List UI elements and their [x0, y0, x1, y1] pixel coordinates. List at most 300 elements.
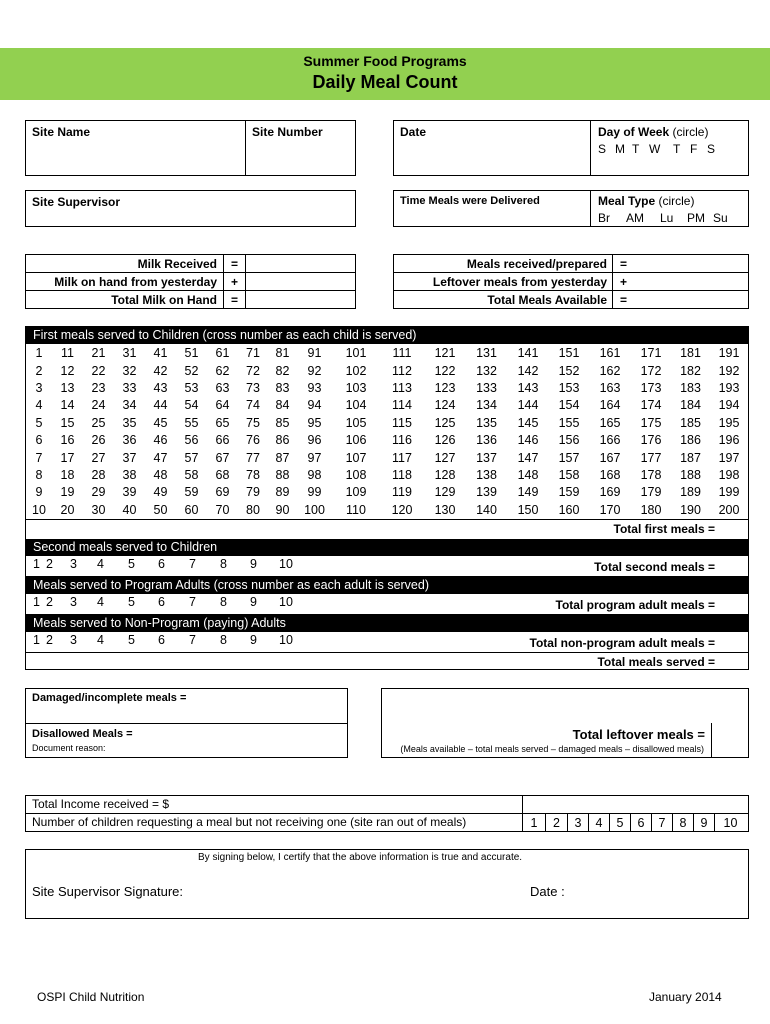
meal-number[interactable]: 42 — [153, 363, 168, 378]
meal-type-option[interactable]: Lu — [660, 211, 674, 225]
milk-op: + — [231, 275, 239, 289]
meal-number[interactable]: 14 — [60, 398, 75, 413]
meal-number[interactable]: 157 — [558, 450, 580, 465]
meal-number[interactable]: 7 — [35, 450, 43, 465]
second-meal-number[interactable]: 7 — [189, 557, 196, 571]
meal-number[interactable]: 142 — [517, 363, 539, 378]
second-meal-number[interactable]: 1 — [33, 557, 40, 571]
meal-number[interactable]: 55 — [184, 415, 199, 430]
meal-number[interactable]: 131 — [476, 346, 497, 361]
meal-number[interactable]: 152 — [558, 363, 580, 378]
meal-number[interactable]: 169 — [599, 485, 621, 500]
first-meals-row — [26, 345, 748, 362]
meal-number[interactable]: 35 — [122, 415, 137, 430]
meal-number[interactable]: 36 — [122, 433, 137, 448]
meal-number[interactable]: 134 — [476, 398, 497, 413]
meal-number[interactable]: 149 — [517, 485, 539, 500]
meal-number[interactable]: 158 — [558, 467, 580, 482]
meal-number[interactable]: 139 — [476, 485, 497, 500]
meal-number[interactable]: 39 — [122, 485, 137, 500]
meal-number[interactable]: 141 — [517, 346, 539, 361]
milk-on-hand-label: Milk on hand from yesterday — [54, 275, 217, 289]
children-requesting-number[interactable]: 9 — [694, 814, 715, 832]
meal-number[interactable]: 186 — [680, 433, 701, 448]
meal-number[interactable]: 146 — [517, 433, 539, 448]
meal-number[interactable]: 98 — [307, 467, 322, 482]
meal-type-option[interactable]: AM — [626, 211, 644, 225]
document-reason-label: Document reason: — [32, 743, 106, 753]
meal-number[interactable]: 82 — [275, 363, 290, 378]
date-field[interactable] — [394, 140, 589, 175]
meal-number[interactable]: 110 — [346, 502, 366, 517]
meal-number[interactable]: 31 — [122, 346, 137, 361]
program-adult-number[interactable]: 5 — [128, 595, 135, 609]
nonprogram-adult-number[interactable]: 7 — [189, 633, 196, 647]
nonprogram-adult-number[interactable]: 8 — [220, 633, 227, 647]
meal-number[interactable]: 138 — [476, 467, 497, 482]
leftover-formula: (Meals available – total meals served – damaged meals – disallowed meals) — [400, 744, 704, 754]
children-requesting-number[interactable]: 4 — [589, 814, 610, 832]
children-requesting-label: Number of children requesting a meal but not receiving one (site ran out of meals) — [32, 815, 467, 829]
meal-number[interactable]: 46 — [153, 433, 168, 448]
site-name-label: Site Name — [32, 125, 91, 139]
meal-number[interactable]: 45 — [153, 415, 168, 430]
meal-number[interactable]: 48 — [153, 467, 168, 482]
meal-number[interactable]: 69 — [215, 485, 230, 500]
site-name-field[interactable] — [26, 140, 244, 175]
signature-label: Site Supervisor Signature: — [32, 884, 184, 899]
children-requesting-number[interactable]: 8 — [673, 814, 694, 832]
meal-number[interactable]: 111 — [392, 346, 412, 361]
meal-number[interactable]: 163 — [599, 380, 621, 395]
second-meal-number[interactable]: 9 — [250, 557, 257, 571]
meal-number[interactable]: 100 — [304, 502, 325, 517]
meal-number[interactable]: 79 — [246, 485, 260, 500]
day-option[interactable]: M — [615, 142, 625, 156]
meal-number[interactable]: 101 — [345, 346, 367, 361]
total-program-adult-meals-label: Total program adult meals = — [555, 598, 715, 612]
meal-number[interactable]: 61 — [215, 346, 230, 361]
meal-number[interactable]: 200 — [718, 502, 740, 517]
meal-number[interactable]: 103 — [345, 380, 367, 395]
first-meals-row — [26, 449, 748, 466]
meal-number[interactable]: 33 — [122, 380, 137, 395]
meal-number[interactable]: 114 — [392, 398, 412, 413]
meal-number[interactable]: 161 — [599, 346, 621, 361]
meal-number[interactable]: 122 — [434, 363, 456, 378]
meal-number[interactable]: 193 — [718, 380, 740, 395]
meal-number[interactable]: 34 — [122, 398, 137, 413]
total-meals-available-field[interactable] — [632, 291, 748, 308]
meal-number[interactable]: 195 — [718, 415, 740, 430]
meal-number[interactable]: 184 — [680, 398, 701, 413]
meal-number[interactable]: 180 — [640, 502, 662, 517]
meal-number[interactable]: 77 — [246, 450, 260, 465]
footer-left: OSPI Child Nutrition — [37, 990, 145, 1004]
meal-number[interactable]: 140 — [476, 502, 497, 517]
meal-number[interactable]: 125 — [434, 415, 456, 430]
meal-number[interactable]: 148 — [517, 467, 539, 482]
nonprogram-adult-number[interactable]: 5 — [128, 633, 135, 647]
meal-number[interactable]: 2 — [35, 363, 43, 378]
meal-number[interactable]: 3 — [35, 380, 43, 395]
meal-number[interactable]: 160 — [558, 502, 580, 517]
meal-number[interactable]: 32 — [122, 363, 137, 378]
meal-number[interactable]: 60 — [184, 502, 199, 517]
meal-number[interactable]: 153 — [558, 380, 580, 395]
meal-number[interactable]: 84 — [275, 398, 290, 413]
meal-number[interactable]: 143 — [517, 380, 539, 395]
total-income-label: Total Income received = $ — [32, 797, 170, 811]
meal-number[interactable]: 22 — [91, 363, 106, 378]
meal-number[interactable]: 129 — [434, 485, 456, 500]
total-meals-available-label: Total Meals Available — [487, 293, 607, 307]
first-meals-row — [26, 467, 748, 484]
meal-number[interactable]: 5 — [35, 415, 43, 430]
meal-number[interactable]: 62 — [215, 363, 230, 378]
nonprogram-adult-number[interactable]: 1 — [33, 633, 40, 647]
meal-number[interactable]: 130 — [434, 502, 456, 517]
meal-number[interactable]: 106 — [345, 433, 367, 448]
meal-number[interactable]: 156 — [558, 433, 580, 448]
meal-number[interactable]: 182 — [680, 363, 701, 378]
children-requesting-number[interactable]: 5 — [610, 814, 631, 832]
milk-received-field[interactable] — [246, 255, 355, 272]
meal-number[interactable]: 181 — [680, 346, 701, 361]
meal-number[interactable]: 57 — [184, 450, 199, 465]
meal-number[interactable]: 15 — [60, 415, 75, 430]
meal-type-option[interactable]: Su — [713, 211, 728, 225]
meal-type-option[interactable]: PM — [687, 211, 705, 225]
footer-right: January 2014 — [649, 990, 722, 1004]
meal-number[interactable]: 65 — [215, 415, 230, 430]
program-adult-number[interactable]: 10 — [279, 595, 293, 609]
meal-number[interactable]: 170 — [599, 502, 621, 517]
children-requesting-number[interactable]: 1 — [523, 814, 546, 832]
meal-number[interactable]: 174 — [640, 398, 662, 413]
meal-number[interactable]: 132 — [476, 363, 497, 378]
meal-number[interactable]: 67 — [215, 450, 230, 465]
meal-number[interactable]: 21 — [91, 346, 106, 361]
meal-number[interactable]: 185 — [680, 415, 701, 430]
total-meals-served-label: Total meals served = — [597, 655, 715, 669]
meals-op: = — [620, 293, 628, 307]
day-option[interactable]: S — [598, 142, 607, 156]
meal-number[interactable]: 107 — [345, 450, 367, 465]
children-requesting-number[interactable]: 3 — [568, 814, 589, 832]
meal-number[interactable]: 11 — [61, 346, 74, 361]
meal-number[interactable]: 116 — [392, 433, 412, 448]
children-requesting-number[interactable]: 10 — [723, 816, 738, 830]
meal-number[interactable]: 89 — [275, 485, 290, 500]
meal-type-option[interactable]: Br — [598, 211, 610, 225]
meal-number[interactable]: 52 — [184, 363, 199, 378]
meal-number[interactable]: 108 — [345, 467, 367, 482]
day-option[interactable]: S — [707, 142, 716, 156]
program-adult-number[interactable]: 7 — [189, 595, 196, 609]
meal-number[interactable]: 51 — [184, 346, 199, 361]
day-option[interactable]: F — [690, 142, 698, 156]
meal-number[interactable]: 76 — [246, 433, 260, 448]
meal-number[interactable]: 9 — [35, 485, 43, 500]
meal-number[interactable]: 191 — [718, 346, 740, 361]
meal-number[interactable]: 30 — [91, 502, 106, 517]
nonprogram-adults-heading: Meals served to Non-Program (paying) Adults — [26, 615, 748, 632]
meal-number[interactable]: 188 — [680, 467, 701, 482]
meal-number[interactable]: 150 — [517, 502, 539, 517]
nonprogram-adult-number[interactable]: 6 — [158, 633, 165, 647]
meals-received-field[interactable] — [632, 255, 748, 272]
meal-number[interactable]: 27 — [91, 450, 106, 465]
meal-number[interactable]: 137 — [476, 450, 497, 465]
meal-number[interactable]: 135 — [476, 415, 497, 430]
meal-number[interactable]: 16 — [60, 433, 75, 448]
nonprogram-adults-numbers — [26, 633, 326, 647]
meal-number[interactable]: 144 — [517, 398, 539, 413]
meal-number[interactable]: 90 — [275, 502, 290, 517]
meal-number[interactable]: 26 — [91, 433, 106, 448]
meal-number[interactable]: 58 — [184, 467, 199, 482]
meal-number[interactable]: 99 — [307, 485, 322, 500]
meal-number[interactable]: 70 — [215, 502, 230, 517]
meal-number[interactable]: 40 — [122, 502, 137, 517]
meal-number[interactable]: 126 — [434, 433, 456, 448]
meal-number[interactable]: 159 — [558, 485, 580, 500]
meal-number[interactable]: 81 — [275, 346, 290, 361]
meal-number[interactable]: 128 — [434, 467, 456, 482]
meal-number[interactable]: 172 — [640, 363, 662, 378]
children-requesting-number[interactable]: 2 — [546, 814, 568, 832]
meal-number[interactable]: 1 — [35, 346, 43, 361]
meal-number[interactable]: 133 — [476, 380, 497, 395]
meal-number[interactable]: 199 — [718, 485, 740, 500]
signature-date-field[interactable] — [575, 878, 735, 908]
meal-number[interactable]: 115 — [392, 415, 412, 430]
meal-number[interactable]: 177 — [640, 450, 662, 465]
program-adult-number[interactable]: 2 — [46, 595, 53, 609]
first-meals-row — [26, 415, 748, 432]
total-first-meals-label: Total first meals = — [613, 522, 715, 536]
second-meal-number[interactable]: 4 — [97, 557, 104, 571]
meal-number[interactable]: 136 — [476, 433, 497, 448]
day-option[interactable]: T — [673, 142, 681, 156]
meal-number[interactable]: 104 — [345, 398, 367, 413]
meal-number[interactable]: 54 — [184, 398, 199, 413]
milk-op: = — [231, 293, 239, 307]
meal-number[interactable]: 4 — [35, 398, 43, 413]
program-adult-number[interactable]: 3 — [70, 595, 77, 609]
meal-number[interactable]: 25 — [91, 415, 106, 430]
total-milk-field[interactable] — [246, 291, 355, 308]
meal-number[interactable]: 71 — [246, 346, 260, 361]
meal-number[interactable]: 192 — [718, 363, 740, 378]
nonprogram-adult-number[interactable]: 10 — [279, 633, 293, 647]
meal-number[interactable]: 121 — [434, 346, 456, 361]
meal-number[interactable]: 80 — [246, 502, 260, 517]
day-option[interactable]: W — [649, 142, 661, 156]
certify-statement: By signing below, I certify that the above information is true and accurate. — [198, 852, 523, 863]
meal-number[interactable]: 49 — [153, 485, 168, 500]
meal-number[interactable]: 171 — [640, 346, 662, 361]
meal-number[interactable]: 20 — [60, 502, 75, 517]
children-requesting-number[interactable]: 6 — [631, 814, 652, 832]
first-meals-heading: First meals served to Children (cross number as each child is served) — [26, 327, 748, 344]
meal-number[interactable]: 183 — [680, 380, 701, 395]
meal-number[interactable]: 145 — [517, 415, 539, 430]
meal-number[interactable]: 17 — [60, 450, 75, 465]
meal-number[interactable]: 117 — [392, 450, 412, 465]
meal-number[interactable]: 167 — [599, 450, 621, 465]
meal-number[interactable]: 43 — [153, 380, 168, 395]
disallowed-meals-label: Disallowed Meals = — [32, 728, 133, 740]
meal-number[interactable]: 120 — [391, 502, 413, 517]
meal-number[interactable]: 154 — [558, 398, 580, 413]
nonprogram-adult-number[interactable]: 2 — [46, 633, 53, 647]
program-adult-number[interactable]: 4 — [97, 595, 104, 609]
meal-number[interactable]: 74 — [246, 398, 260, 413]
meal-number[interactable]: 68 — [215, 467, 230, 482]
meal-number[interactable]: 37 — [122, 450, 137, 465]
meal-number[interactable]: 168 — [599, 467, 621, 482]
meal-number[interactable]: 44 — [153, 398, 168, 413]
program-adult-number[interactable]: 1 — [33, 595, 40, 609]
meal-number[interactable]: 196 — [718, 433, 740, 448]
meal-number[interactable]: 29 — [91, 485, 106, 500]
meal-number[interactable]: 41 — [153, 346, 168, 361]
meal-number[interactable]: 10 — [32, 502, 46, 517]
second-meal-number[interactable]: 8 — [220, 557, 227, 571]
meal-number[interactable]: 164 — [599, 398, 621, 413]
meal-number[interactable]: 78 — [246, 467, 260, 482]
meal-number[interactable]: 119 — [392, 485, 412, 500]
meal-number[interactable]: 97 — [307, 450, 322, 465]
meal-number[interactable]: 53 — [184, 380, 199, 395]
meal-number[interactable]: 178 — [640, 467, 662, 482]
meal-number[interactable]: 109 — [345, 485, 367, 500]
meal-number[interactable]: 88 — [275, 467, 290, 482]
meal-number[interactable]: 113 — [392, 380, 412, 395]
meal-number[interactable]: 56 — [184, 433, 199, 448]
nonprogram-adult-number[interactable]: 9 — [250, 633, 257, 647]
time-delivered-field[interactable] — [394, 210, 589, 226]
second-meal-number[interactable]: 5 — [128, 557, 135, 571]
meal-number[interactable]: 24 — [91, 398, 106, 413]
first-meals-row — [26, 502, 748, 519]
meal-number[interactable]: 83 — [275, 380, 290, 395]
meal-number[interactable]: 64 — [215, 398, 230, 413]
second-meal-number[interactable]: 2 — [46, 557, 53, 571]
meal-number[interactable]: 189 — [680, 485, 701, 500]
meal-number[interactable]: 72 — [246, 363, 260, 378]
second-meal-number[interactable]: 3 — [70, 557, 77, 571]
meal-number[interactable]: 63 — [215, 380, 230, 395]
meal-number[interactable]: 85 — [275, 415, 290, 430]
day-of-week-label: Day of Week — [598, 125, 670, 139]
program-title: Summer Food Programs — [303, 53, 467, 69]
meal-number[interactable]: 162 — [599, 363, 621, 378]
nonprogram-adult-number[interactable]: 3 — [70, 633, 77, 647]
meal-number[interactable]: 166 — [599, 433, 621, 448]
meal-number[interactable]: 151 — [558, 346, 580, 361]
meal-number[interactable]: 187 — [680, 450, 701, 465]
meal-number[interactable]: 155 — [558, 415, 580, 430]
leftover-meals-field[interactable] — [632, 273, 748, 290]
page-title: Daily Meal Count — [312, 72, 458, 92]
meal-number[interactable]: 179 — [640, 485, 662, 500]
meal-number[interactable]: 194 — [718, 398, 740, 413]
meal-number[interactable]: 96 — [307, 433, 322, 448]
meal-number[interactable]: 59 — [184, 485, 199, 500]
meal-number[interactable]: 12 — [60, 363, 75, 378]
meal-number[interactable]: 95 — [307, 415, 322, 430]
meals-op: = — [620, 257, 628, 271]
first-meals-row — [26, 362, 748, 379]
program-adult-number[interactable]: 8 — [220, 595, 227, 609]
meal-number[interactable]: 93 — [307, 380, 322, 395]
date-label: Date — [400, 125, 427, 139]
milk-on-hand-field[interactable] — [246, 273, 355, 290]
meal-number[interactable]: 175 — [640, 415, 662, 430]
day-option[interactable]: T — [632, 142, 640, 156]
meal-number[interactable]: 23 — [91, 380, 106, 395]
meal-number[interactable]: 102 — [345, 363, 367, 378]
meal-number[interactable]: 38 — [122, 467, 137, 482]
second-meal-number[interactable]: 10 — [279, 557, 293, 571]
meal-number[interactable]: 92 — [307, 363, 322, 378]
signature-field[interactable] — [200, 878, 500, 908]
nonprogram-adult-number[interactable]: 4 — [97, 633, 104, 647]
meal-number[interactable]: 66 — [215, 433, 230, 448]
meal-number[interactable]: 28 — [91, 467, 106, 482]
meal-number[interactable]: 8 — [35, 467, 43, 482]
meal-number[interactable]: 198 — [718, 467, 740, 482]
second-meals-numbers — [26, 557, 326, 571]
meal-number[interactable]: 190 — [680, 502, 701, 517]
meal-number[interactable]: 86 — [275, 433, 290, 448]
meal-number[interactable]: 127 — [434, 450, 456, 465]
second-meal-number[interactable]: 6 — [158, 557, 165, 571]
meal-number[interactable]: 18 — [60, 467, 75, 482]
children-requesting-number[interactable]: 7 — [652, 814, 673, 832]
meal-number[interactable]: 73 — [246, 380, 260, 395]
meal-number[interactable]: 87 — [275, 450, 290, 465]
meal-number[interactable]: 105 — [345, 415, 367, 430]
meal-number[interactable]: 124 — [434, 398, 456, 413]
program-adult-number[interactable]: 9 — [250, 595, 257, 609]
program-adult-number[interactable]: 6 — [158, 595, 165, 609]
first-meals-grid — [26, 345, 748, 519]
site-number-field[interactable] — [246, 140, 354, 175]
first-meals-row — [26, 380, 748, 397]
meal-number[interactable]: 123 — [434, 380, 456, 395]
meal-number[interactable]: 197 — [718, 450, 740, 465]
meal-number[interactable]: 6 — [35, 433, 43, 448]
meal-number[interactable]: 13 — [60, 380, 75, 395]
meal-number[interactable]: 94 — [307, 398, 322, 413]
meal-number[interactable]: 19 — [60, 485, 75, 500]
meal-number[interactable]: 91 — [307, 346, 322, 361]
meal-number[interactable]: 176 — [640, 433, 662, 448]
header-band — [0, 48, 770, 100]
meal-number[interactable]: 118 — [392, 467, 412, 482]
meal-number[interactable]: 47 — [153, 450, 168, 465]
meal-number[interactable]: 173 — [640, 380, 662, 395]
meal-number[interactable]: 50 — [153, 502, 168, 517]
meal-number[interactable]: 112 — [392, 363, 412, 378]
meal-number[interactable]: 75 — [246, 415, 260, 430]
meal-number[interactable]: 165 — [599, 415, 621, 430]
meal-number[interactable]: 147 — [517, 450, 539, 465]
